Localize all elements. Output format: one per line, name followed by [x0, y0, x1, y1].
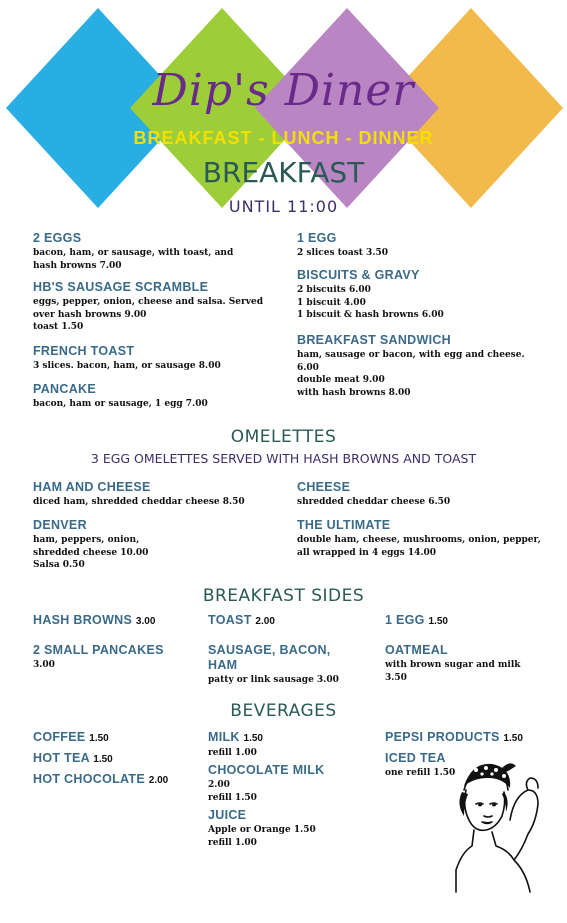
item-name: DENVER	[33, 518, 87, 532]
menu-item	[33, 643, 164, 672]
menu-item	[385, 730, 523, 746]
item-price: 1.50	[428, 616, 448, 627]
item-desc: 2.00 refill 1.50	[208, 780, 257, 803]
item-desc: one refill 1.50	[385, 768, 456, 778]
item-name: CHOCOLATE MILK	[208, 763, 325, 777]
menu-item	[33, 280, 263, 334]
item-desc: 3.00	[33, 660, 55, 670]
item-name: CHEESE	[297, 480, 351, 494]
item-price: 1.50	[89, 733, 109, 744]
item-desc: double ham, cheese, mushrooms, onion, pepper, all wrapped in 4 eggs 14.00	[297, 535, 541, 558]
item-name: HASH BROWNS 3.00	[33, 613, 156, 627]
item-name: FRENCH TOAST	[33, 344, 135, 358]
item-desc: 2 slices toast 3.50	[297, 248, 388, 258]
item-name: MILK 1.50	[208, 730, 263, 744]
menu-item	[33, 231, 233, 272]
item-desc: eggs, pepper, onion, cheese and salsa. Served over hash browns 9.00 toast 1.50	[33, 297, 264, 332]
omelettes-title: OMELETTES	[230, 427, 337, 447]
item-name: BISCUITS & GRAVY	[297, 268, 420, 282]
item-name: SAUSAGE, BACON,	[208, 643, 331, 657]
item-desc: bacon, ham, or sausage, with toast, and hash browns 7.00	[33, 248, 234, 271]
item-price: 1.50	[93, 754, 113, 765]
item-name: 2 EGGS	[33, 231, 82, 245]
item-name: OATMEAL	[385, 643, 448, 657]
item-desc: patty or link sausage 3.00	[208, 675, 339, 685]
menu-item	[208, 643, 339, 687]
menu-item	[297, 333, 525, 399]
item-price: 1.50	[503, 733, 523, 744]
sides-title: BREAKFAST SIDES	[202, 586, 365, 606]
menu-item	[33, 730, 109, 746]
menu-item	[208, 763, 324, 804]
menu-item	[33, 382, 208, 411]
tagline: BREAKFAST - LUNCH - DINNER	[133, 128, 434, 148]
beverages-title: BEVERAGES	[230, 701, 337, 721]
item-price: 3.00	[135, 616, 156, 627]
menu-item	[208, 730, 263, 760]
item-desc: 3 slices. bacon, ham, or sausage 8.00	[33, 361, 221, 371]
menu-item	[33, 518, 148, 572]
item-name: BREAKFAST SANDWICH	[297, 333, 452, 347]
item-name-line2: HAM	[208, 658, 238, 672]
menu-item	[297, 480, 450, 509]
menu-item	[33, 480, 245, 509]
menu-item	[33, 344, 221, 373]
item-name: THE ULTIMATE	[297, 518, 391, 532]
item-desc: shredded cheddar cheese 6.50	[297, 497, 451, 507]
item-name: 1 EGG	[297, 231, 337, 245]
item-desc: ham, sausage or bacon, with egg and cheese. 6.00 double meat 9.00 with hash browns 8.00	[297, 350, 525, 398]
omelettes-subtitle: 3 EGG OMELETTES SERVED WITH HASH BROWNS AND TOAST	[90, 451, 477, 466]
item-name: 1 EGG 1.50	[385, 613, 448, 627]
item-desc: Apple or Orange 1.50 refill 1.00	[208, 825, 316, 848]
item-name: PANCAKE	[33, 382, 96, 396]
menu-item	[385, 613, 448, 629]
menu-item	[385, 751, 455, 780]
menu-item	[297, 518, 541, 559]
item-price: 1.50	[243, 733, 263, 744]
item-name: HAM AND CHEESE	[33, 480, 151, 494]
item-desc: diced ham, shredded cheddar cheese 8.50	[33, 497, 245, 507]
item-price: 2.00	[148, 775, 169, 786]
menu-item	[33, 751, 113, 767]
item-desc: with brown sugar and milk 3.50	[385, 660, 521, 683]
item-desc: 2 biscuits 6.00 1 biscuit 4.00 1 biscuit & hash browns 6.00	[297, 285, 444, 320]
item-price: 2.00	[255, 616, 275, 627]
breakfast-hours: UNTIL 11:00	[228, 197, 339, 216]
menu-item	[33, 772, 168, 788]
item-name: HOT CHOCOLATE 2.00	[33, 772, 169, 786]
menu-item	[385, 643, 520, 684]
item-desc: bacon, ham or sausage, 1 egg 7.00	[33, 399, 208, 409]
item-name: HOT TEA 1.50	[33, 751, 113, 765]
menu-item	[208, 613, 275, 629]
menu-item	[297, 231, 388, 260]
item-desc: ham, peppers, onion, shredded cheese 10.00 Salsa 0.50	[33, 535, 149, 570]
item-name: 2 SMALL PANCAKES	[33, 643, 164, 657]
item-name: ICED TEA	[385, 751, 446, 765]
item-desc: refill 1.00	[208, 748, 257, 758]
item-name: PEPSI PRODUCTS 1.50	[385, 730, 523, 744]
pinup-lady-illustration	[452, 760, 544, 895]
item-name: COFFEE 1.50	[33, 730, 109, 744]
item-name: TOAST 2.00	[208, 613, 275, 627]
menu-item	[33, 613, 155, 629]
menu-item	[297, 268, 444, 322]
logo: Dip's Diner	[152, 65, 415, 116]
menu-item	[208, 808, 316, 849]
item-name: JUICE	[208, 808, 247, 822]
breakfast-title: BREAKFAST	[202, 156, 365, 189]
item-name: HB'S SAUSAGE SCRAMBLE	[33, 280, 209, 294]
